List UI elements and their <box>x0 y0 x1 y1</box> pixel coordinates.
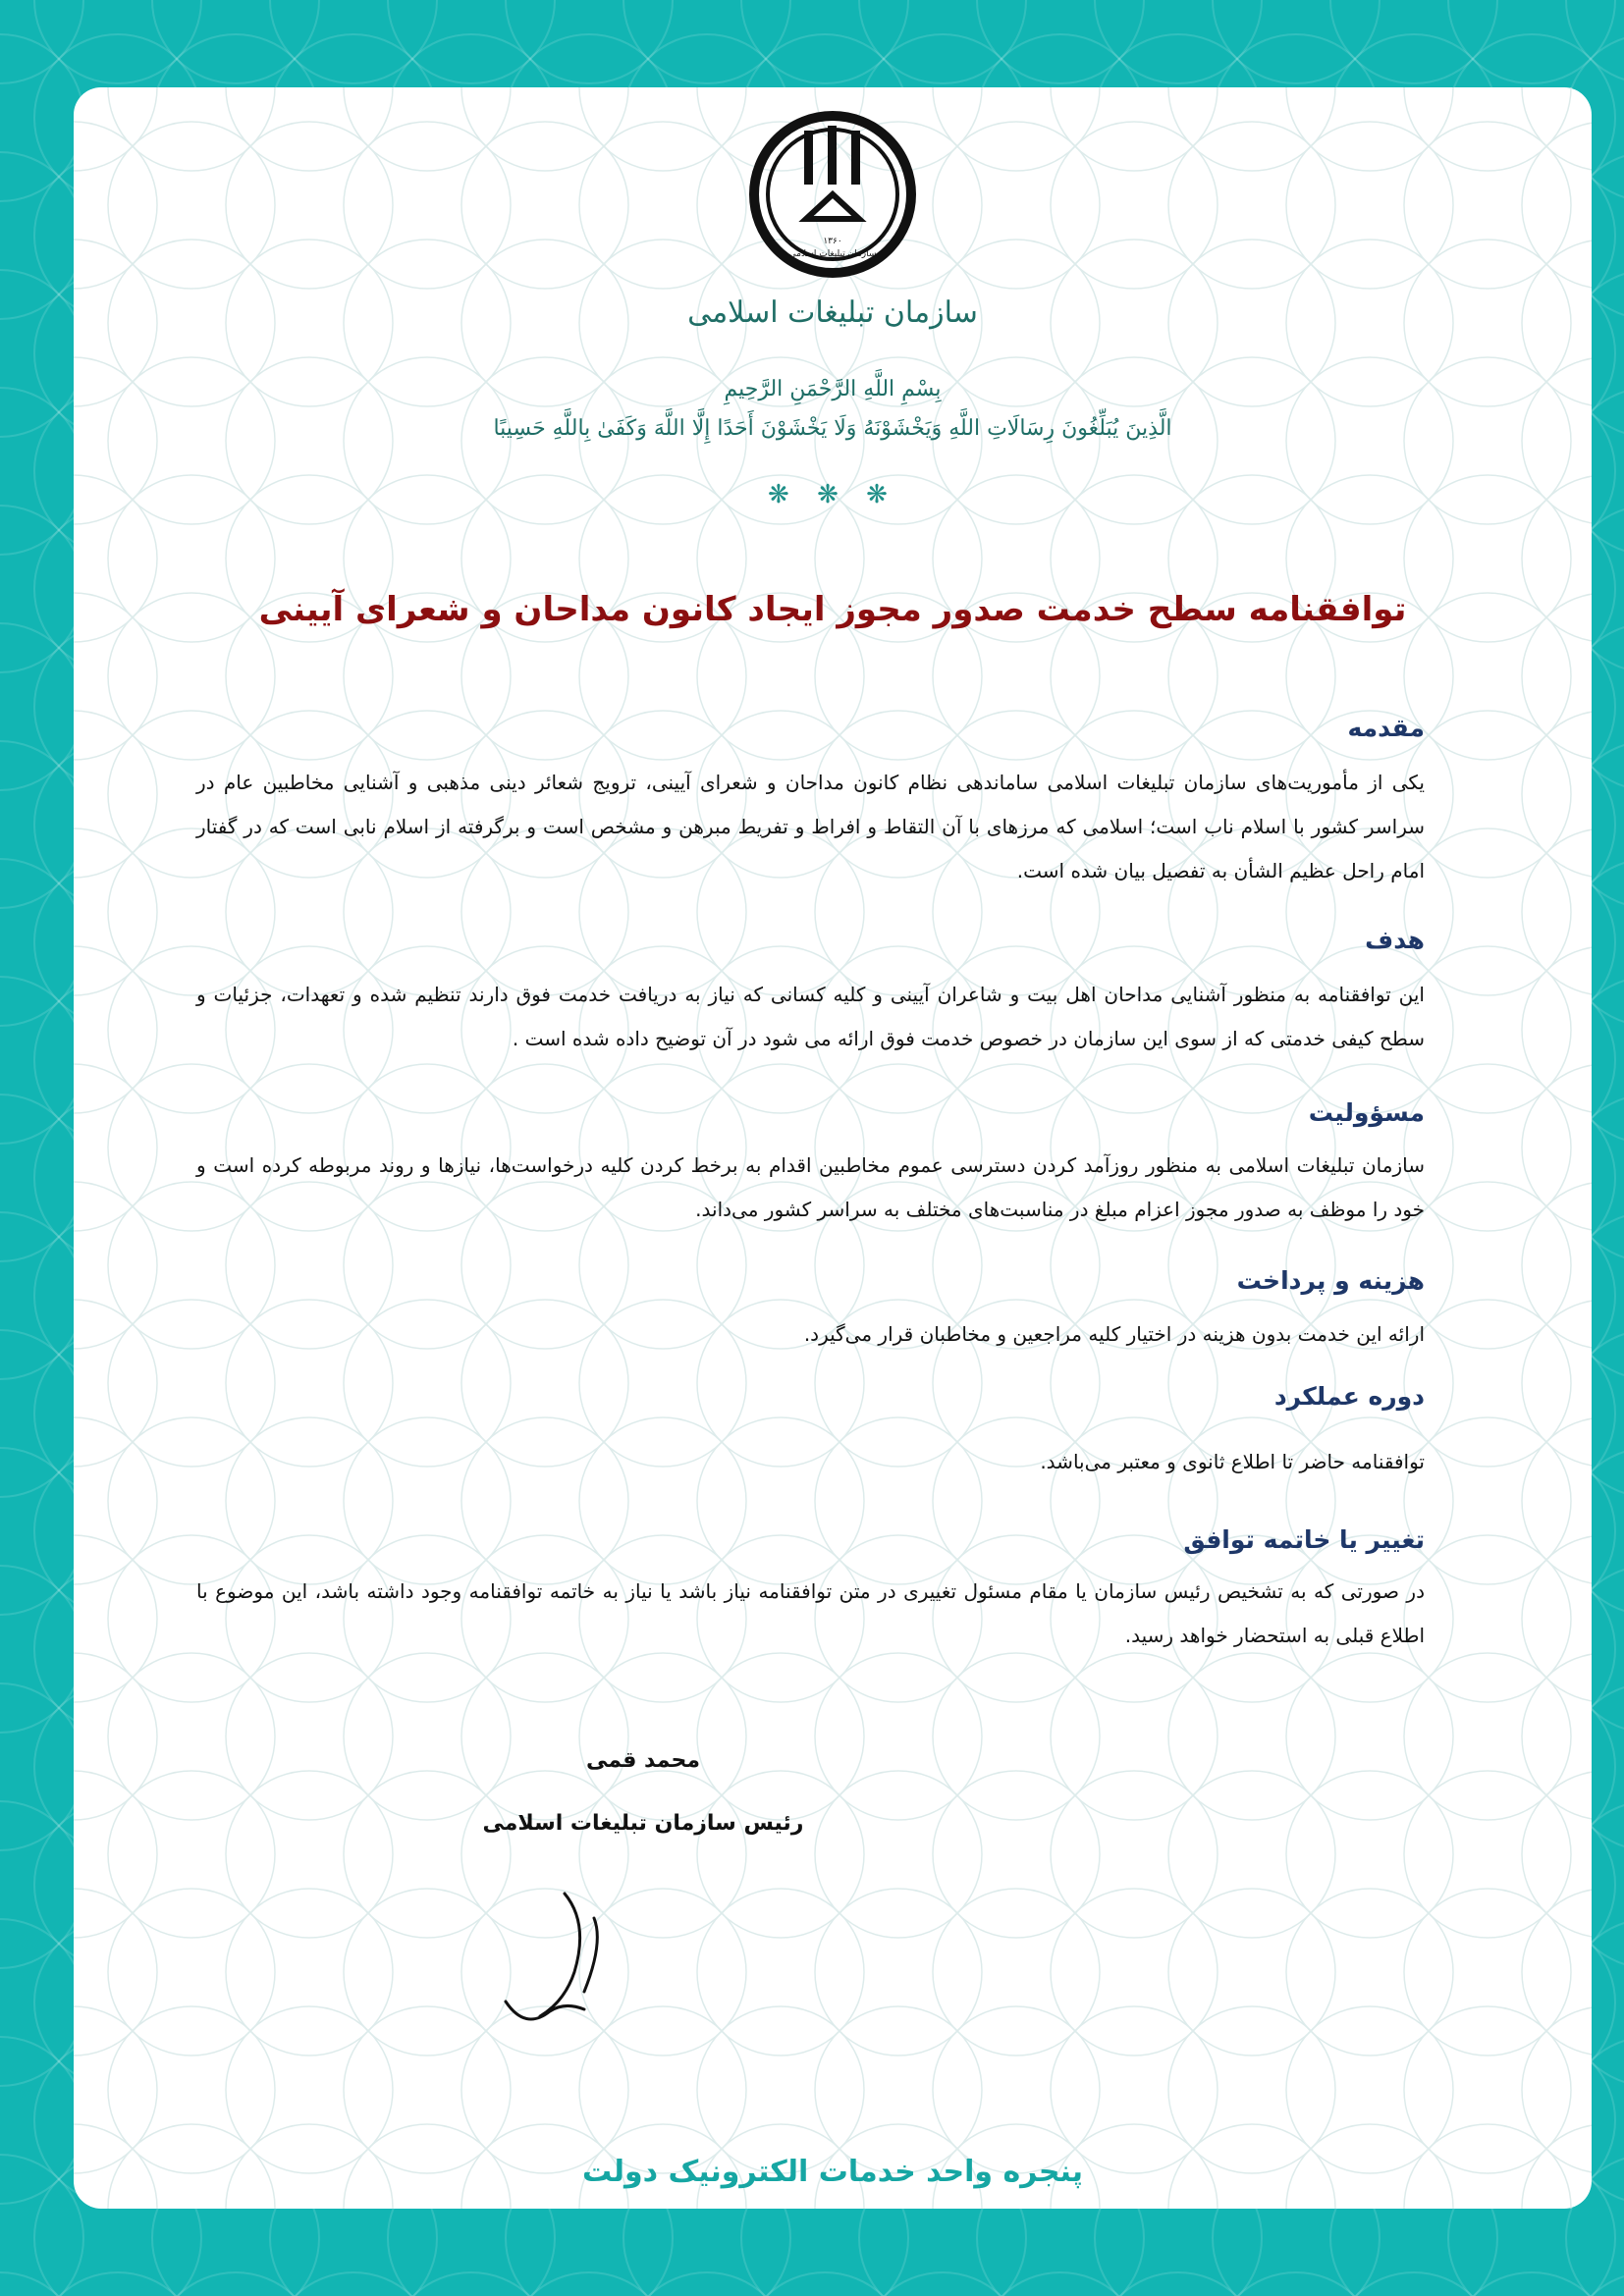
section-body-introduction: یکی از مأموریت‌های سازمان تبلیغات اسلامی ساماندهی نظام کانون مداحان و شعرای آیینی، ترویج شعائر دینی مذهبی و آشنایی مخاطبین عام در سراسر کشور با اسلام ناب است؛ اسلامی که مرزهای با آن التقاط و افراط و تفریط مبرهن و مشخص است و برگرفته از اسلام نابی است که در گفتار امام راحل عظیم الشأن به تفصیل بیان شده است. <box>196 771 1425 882</box>
signatory-position: رئیس سازمان تبلیغات اسلامی <box>482 1811 804 1836</box>
section-body-period: توافقنامه حاضر تا اطلاع ثانوی و معتبر می‌باشد. <box>1040 1450 1425 1473</box>
quran-verse: الَّذِينَ يُبَلِّغُونَ رِسَالَاتِ اللَّهِ وَيَخْشَوْنَهُ وَلَا يَخْشَوْنَ أَحَدًا إِلَّا اللَّهَ وَكَفَىٰ بِاللَّهِ حَسِيبًا <box>493 416 1172 441</box>
section-body-cost: ارائه این خدمت بدون هزینه در اختیار کلیه مراجعین و مخاطبان قرار می‌گیرد. <box>803 1322 1425 1346</box>
section-body-goal: این توافقنامه به منظور آشنایی مداحان اهل بیت و شاعران آیینی و کلیه کسانی که نیاز به دریافت خدمت فوق دارند تنظیم شده و تعهدات، جزئیات و سطح کیفی خدمتی که از سوی این سازمان در خصوص خدمت فوق ارائه می شود در آن توضیح داده شده است . <box>196 983 1425 1050</box>
footer-government-portal: پنجره واحد خدمات الکترونیک دولت <box>582 2155 1083 2189</box>
separator-stars: ❋ ❋ ❋ <box>768 480 897 509</box>
bismillah: بِسْمِ اللَّهِ الرَّحْمَنِ الرَّحِيمِ <box>724 377 942 401</box>
section-heading-goal: هدف <box>1365 926 1425 954</box>
document-card <box>74 87 1592 2209</box>
section-body-responsibility: سازمان تبلیغات اسلامی به منظور روزآمد کردن دسترسی عموم مخاطبین اقدام به برخط کردن کلیه درخواست‌ها، نیازها و روند مربوطه کرده است و خود را موظف به صدور مجوز اعزام مبلغ در مناسبت‌های مختلف به سراسر کشور می‌داند. <box>196 1153 1425 1221</box>
signature-image <box>496 1884 633 2036</box>
section-heading-introduction: مقدمه <box>1347 714 1425 742</box>
section-heading-cost: هزینه و پرداخت <box>1236 1266 1425 1295</box>
organization-logo <box>687 101 978 337</box>
section-heading-period: دوره عملکرد <box>1273 1382 1425 1411</box>
svg-text:۱۳۶۰: ۱۳۶۰ <box>823 237 842 246</box>
section-heading-termination: تغییر یا خاتمه توافق <box>1183 1525 1425 1554</box>
signatory-name: محمد قمی <box>585 1748 700 1773</box>
section-heading-responsibility: مسؤولیت <box>1308 1098 1425 1127</box>
svg-text:سازمان تبلیغات اسلامی: سازمان تبلیغات اسلامی <box>788 249 877 259</box>
svg-text:سازمان تبلیغات اسلامی: سازمان تبلیغات اسلامی <box>687 295 978 330</box>
section-body-termination: در صورتی که به تشخیص رئیس سازمان یا مقام مسئول تغییری در متن توافقنامه نیاز باشد یا نیاز به خاتمه توافقنامه وجود داشته باشد، این موضوع با اطلاع قبلی به استحضار خواهد رسید. <box>196 1579 1425 1647</box>
document-title: توافقنامه سطح خدمت صدور مجوز ایجاد کانون مداحان و شعرای آیینی <box>258 590 1407 629</box>
